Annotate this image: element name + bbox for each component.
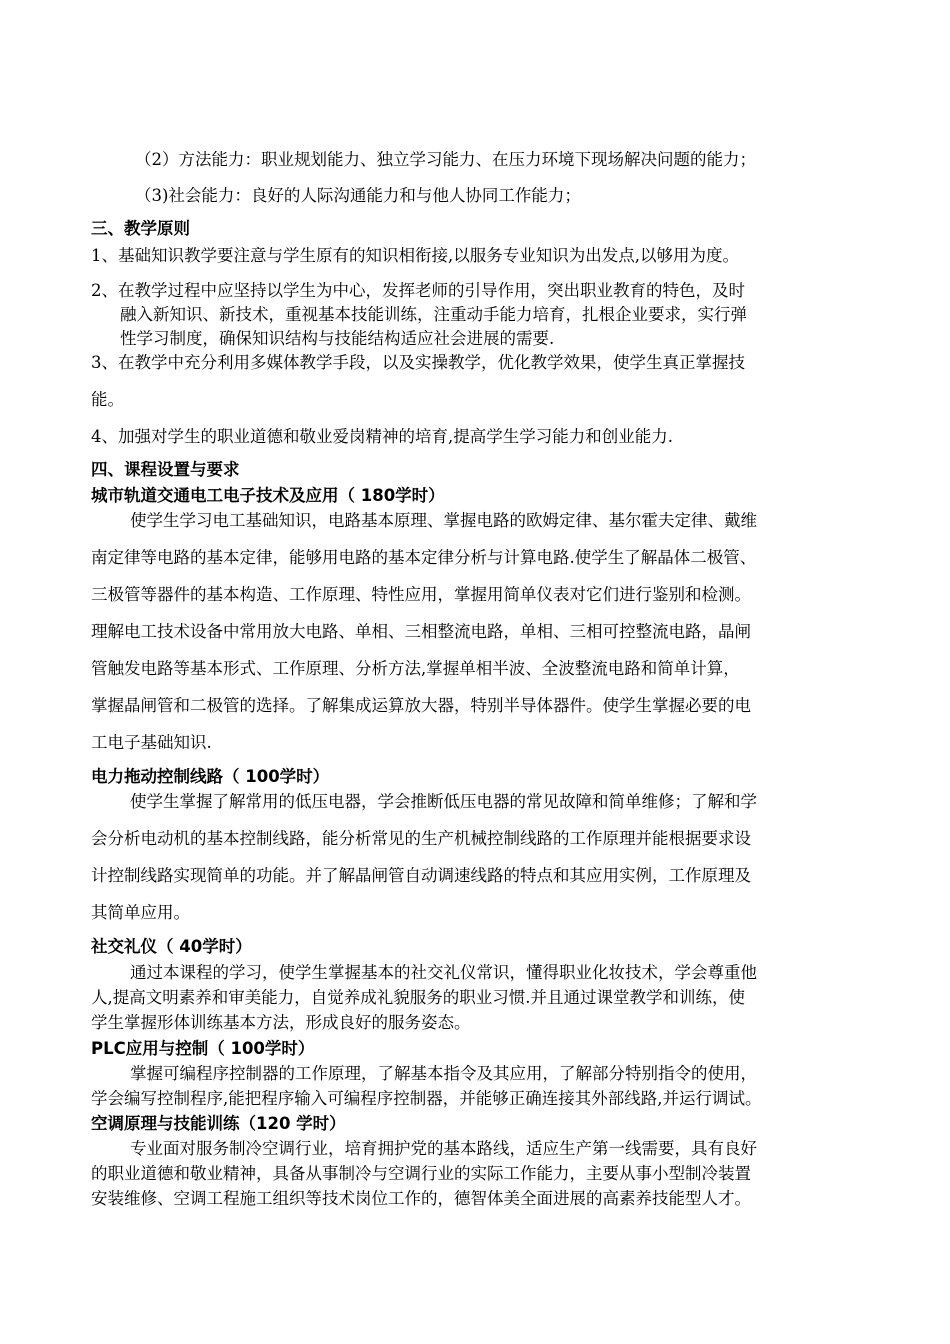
- course-desc-line: 使学生学习电工基础知识，电路基本原理、掌握电路的欧姆定律、基尔霍夫定律、戴维: [130, 511, 757, 530]
- course-desc-line: 其简单应用。: [91, 903, 190, 922]
- course-desc-line: 人,提高文明素养和审美能力，自觉养成礼貌服务的职业习惯.并且通过课堂教学和训练，使: [91, 988, 745, 1007]
- course-title: 电力拖动控制线路（ 100学时）: [91, 767, 330, 786]
- course-desc-line: 通过本课程的学习，使学生掌握基本的社交礼仪常识，懂得职业化妆技术，学会尊重他: [130, 963, 757, 982]
- course-desc-line: 工电子基础知识.: [91, 733, 212, 752]
- principle-2-line2: 融入新知识、新技术，重视基本技能训练，注重动手能力培育，扎根企业要求，实行弹: [120, 305, 747, 324]
- course-title: 社交礼仪（ 40学时）: [91, 937, 252, 956]
- principle-3-line1: 3、在教学中充分利用多媒体教学手段，以及实操教学，优化教学效果，使学生真正掌握技: [91, 353, 745, 372]
- principle-2-line3: 性学习制度，确保知识结构与技能结构适应社会进展的需要.: [120, 329, 555, 348]
- course-desc-line: 会分析电动机的基本控制线路，能分析常见的生产机械控制线路的工作原理并能根据要求设: [91, 829, 751, 848]
- principle-1: 1、基础知识教学要注意与学生原有的知识相衔接,以服务专业知识为出发点,以够用为度。: [91, 246, 739, 265]
- course-desc-line: 学会编写控制程序,能把程序输入可编程序控制器，并能够正确连接其外部线路,并运行调试。: [91, 1089, 762, 1108]
- competence-social: （3)社会能力：良好的人际沟通能力和与他人协同工作能力；: [135, 186, 581, 205]
- course-title: 空调原理与技能训练（120 学时）: [91, 1114, 346, 1133]
- principle-3-line2: 能。: [91, 390, 124, 409]
- principle-4: 4、加强对学生的职业道德和敬业爱岗精神的培育,提高学生学习能力和创业能力.: [91, 427, 673, 446]
- course-desc-line: 管触发电路等基本形式、工作原理、分析方法,掌握单相半波、全波整流电路和简单计算，: [91, 659, 740, 678]
- competence-method: （2）方法能力：职业规划能力、独立学习能力、在压力环境下现场解决问题的能力；: [135, 150, 756, 169]
- section3-title: 三、教学原则: [91, 219, 190, 238]
- course-title: PLC应用与控制（ 100学时）: [91, 1039, 315, 1058]
- section4-title: 四、课程设置与要求: [91, 460, 240, 479]
- course-desc-line: 计控制线路实现简单的功能。并了解晶闸管自动调速线路的特点和其应用实例，工作原理及: [91, 866, 751, 885]
- course-title: 城市轨道交通电工电子技术及应用（ 180学时）: [91, 486, 445, 505]
- course-desc-line: 使学生掌握了解常用的低压电器，学会推断低压电器的常见故障和简单维修；了解和学: [130, 792, 757, 811]
- course-desc-line: 南定律等电路的基本定律，能够用电路的基本定律分析与计算电路.使学生了解晶体二极管、: [91, 548, 757, 567]
- course-desc-line: 专业面对服务制冷空调行业，培育拥护党的基本路线，适应生产第一线需要，具有良好: [130, 1139, 757, 1158]
- course-desc-line: 安装维修、空调工程施工组织等技术岗位工作的，德智体美全面进展的高素养技能型人才。: [91, 1189, 751, 1208]
- principle-2-line1: 2、在教学过程中应坚持以学生为中心，发挥老师的引导作用，突出职业教育的特色，及时: [91, 281, 745, 300]
- course-desc-line: 掌握可编程序控制器的工作原理，了解基本指令及其应用，了解部分特别指令的使用，: [130, 1064, 757, 1083]
- course-desc-line: 的职业道德和敬业精神，具备从事制冷与空调行业的实际工作能力，主要从事小型制冷装置: [91, 1164, 751, 1183]
- course-desc-line: 学生掌握形体训练基本方法，形成良好的服务姿态。: [91, 1013, 471, 1032]
- course-desc-line: 掌握晶闸管和二极管的选择。了解集成运算放大器，特别半导体器件。使学生掌握必要的电: [91, 696, 751, 715]
- course-desc-line: 三极管等器件的基本构造、工作原理、特性应用，掌握用简单仪表对它们进行鉴别和检测。: [91, 585, 751, 604]
- course-desc-line: 理解电工技术设备中常用放大电路、单相、三相整流电路，单相、三相可控整流电路，晶闸: [91, 622, 751, 641]
